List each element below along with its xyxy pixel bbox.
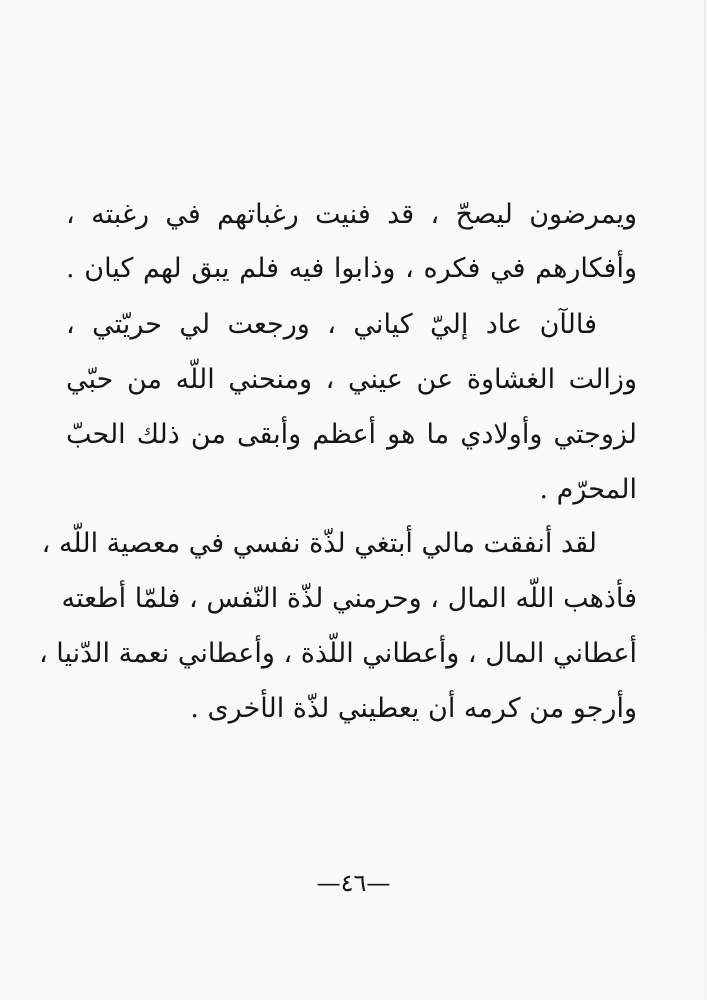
text-line-2: وأفكارهم في فكره ، وذابوا فيه فلم يبق لهم كيان . xyxy=(66,253,637,284)
text-line-9: أعطاني المال ، وأعطاني اللّذة ، وأعطاني نعمة الدّنيا ، xyxy=(38,638,637,669)
text-line-3: فالآن عاد إليّ كياني ، ورجعت لي حريّتي ، xyxy=(66,309,597,340)
text-line-5: لزوجتي وأولادي ما هو أعظم وأبقى من ذلك الحبّ xyxy=(66,419,637,450)
text-line-6: المحرّم . xyxy=(539,474,637,505)
scan-edge-shadow xyxy=(704,0,706,1000)
page-number: —٤٦— xyxy=(316,869,391,897)
text-line-8: فأذهب اللّه المال ، وحرمني لذّة النّفس ، فلمّا أطعته xyxy=(61,583,637,614)
text-line-4: وزالت الغشاوة عن عيني ، ومنحني اللّه من حبّي xyxy=(66,364,637,395)
text-line-7: لقد أنفقت مالي أبتغي لذّة نفسي في معصية اللّه ، xyxy=(41,528,597,559)
text-line-1: ويمرضون ليصحّ ، قد فنيت رغباتهم في رغبته ، xyxy=(66,199,637,230)
text-line-10: وأرجو من كرمه أن يعطيني لذّة الأخرى . xyxy=(190,693,637,724)
